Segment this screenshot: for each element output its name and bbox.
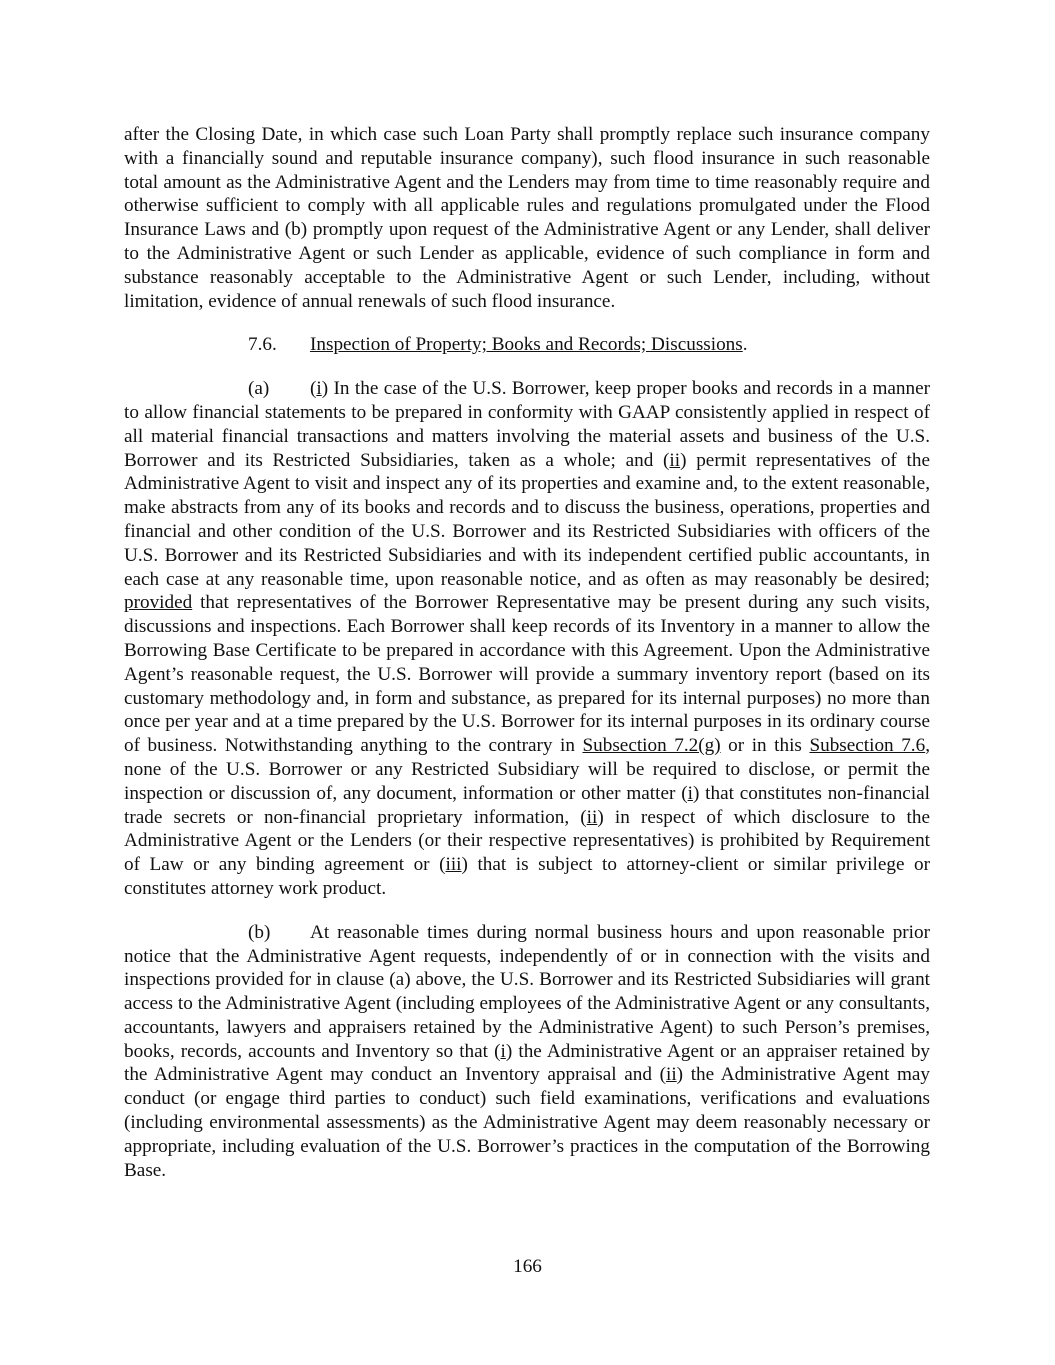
document-page: [124, 123, 930, 1182]
paragraph-a-text-8: ) that is subject to attorney-client or similar privilege or constitutes attorney work product.: [124, 854, 931, 899]
clause-ref-ii: ii: [669, 449, 681, 471]
clause-ref-i-2: i: [687, 782, 693, 804]
paragraph-b-text-2: ) the Administrative Agent or an appraiser retained by the Administrative Agent may conduct an Inventory appraisal and (: [124, 1040, 931, 1086]
paragraph-b: [124, 921, 930, 1183]
paragraph-b-label: (b): [248, 921, 271, 943]
paragraph-a-text-3: that representatives of the Borrower Representative may be present during any such visits, discussions and inspections. Each Borrower shall keep records of its Inventory in a manner to allow the Borrowing Base Certificate to be prepared in accordance with this Agreement. Upon the Administrative Agent’s reasonable request, the U.S. Borrower will provide a summary inventory report (based on its customary methodology and, in form and substance, as prepared for its internal purposes) no more than once per year and at a time prepared by the U.S. Borrower for its internal purposes in its ordinary course of business. Notwithstanding anything to the contrary in: [124, 592, 930, 757]
section-title-period: .: [742, 334, 748, 356]
subsection-ref-7-6: Subsection 7.6: [809, 735, 926, 757]
paragraph-a-text-5: , none of the U.S. Borrower or any Restricted Subsidiary will be required to disclose, or permit the inspection or discussion of, any document, information or other matter (: [124, 735, 930, 804]
paragraph-continuation: after the Closing Date, in which case such Loan Party shall promptly replace such insurance company with a financially sound and reputable insurance company), such flood insurance in such reasonable total amount as the Administrative Agent and the Lenders may from time to time reasonably require and otherwise sufficient to comply with all applicable rules and regulations promulgated under the Flood Insurance Laws and (b) promptly upon request of the Administrative Agent or any Lender, shall deliver to the Administrative Agent or such Lender as applicable, evidence of such compliance in form and substance reasonably acceptable to the Administrative Agent or such Lender, including, without limitation, evidence of annual renewals of such flood insurance.: [124, 124, 930, 312]
paragraph-a: (a) (i) In the case of the U.S. Borrower, keep proper books and records in a manner to allow financial statements to be prepared in conformity with GAAP consistently applied in respect of all material financial transactions and matters involving the material assets and business of the U.S. Borrower and its Restricted Subsidiaries, taken as a whole; and (ii) permit representatives of the Administrative Agent to visit and inspect any of its properties and examine and, to the extent reasonable, make abstracts from any of its books and records and to discuss the business, operations, properties and financial and other condition of the U.S. Borrower and its Restricted Subsidiaries with officers of the U.S. Borrower and its Restricted Subsidiaries and with its independent certified public accountants, in each case at any reasonable time, upon reasonable notice, and as often as may reasonably be desired; provided that representatives of the Borrower Representative may be present during any such visits, discussions and inspections. Each Borrower shall keep records of its Inventory in a manner to allow the Borrowing Base Certificate to be prepared in accordance with this Agreement. Upon the Administrative Agent’s reasonable request, the U.S. Borrower will provide a summary inventory report (based on its customary methodology and, in form and substance, as prepared for its internal purposes) no more than once per year and at a time prepared by the U.S. Borrower for its internal purposes in its ordinary course of business. Notwithstanding anything to the contrary in Subsection 7.2(g) or in this Subsection 7.6, none of the U.S. Borrower or any Restricted Subsidiary will be required to disclose, or permit the inspection or discussion of, any document, information or other matter (i) that constitutes non-financial trade secrets or non-financial proprietary information, (ii) in respect of which disclosure to the Administrative Agent or the Lenders (or their respective representatives) is prohibited by Requirement of Law or any binding agreement or (iii) that is subject to attorney-client or similar privilege or constitutes attorney work product.: [124, 378, 931, 899]
clause-ref-i: i: [316, 378, 322, 400]
paragraph-a-label: (a): [248, 378, 270, 400]
section-heading: [124, 333, 930, 357]
clause-ref-b-ii: ii: [665, 1064, 677, 1086]
page-number: 166: [513, 1256, 542, 1277]
clause-ref-b-i: i: [500, 1040, 506, 1062]
paragraph-a-text-7: ) in respect of which disclosure to the Administrative Agent or the Lenders (or their respective representatives) is prohibited by Requirement of Law or any binding agreement or (: [124, 806, 930, 876]
paragraph-a-text-4: or in this: [720, 735, 810, 757]
subsection-ref-7-2g: Subsection 7.2(g): [582, 735, 721, 757]
paragraph-a-text-6: ) that constitutes non-financial trade secrets or non-financial proprietary information, (: [124, 782, 930, 828]
paragraph-a-text-1: In the case of the U.S. Borrower, keep proper books and records in a manner to allow financial statements to be prepared in conformity with GAAP consistently applied in respect of all material financial transactions and matters involving the material assets and business of the U.S. Borrower and its Restricted Subsidiaries, taken as a whole; and (: [124, 378, 931, 471]
provided-term: provided: [124, 592, 193, 614]
paragraph-b-text-1: At reasonable times during normal business hours and upon reasonable prior notice that the Administrative Agent requests, independently of or in connection with the visits and inspections provided for in clause (a) above, the U.S. Borrower and its Restricted Subsidiaries will grant access to the Administrative Agent (including employees of the Administrative Agent or any consultants, accountants, lawyers and appraisers retained by the Administrative Agent) to such Person’s premises, books, records, accounts and Inventory so that (: [124, 921, 930, 1062]
clause-ref-ii-2: ii: [586, 806, 598, 828]
paragraph-a-text-2: ) permit representatives of the Administrative Agent to visit and inspect any of its properties and examine and, to the extent reasonable, make abstracts from any of its books and records and to discuss the business, operations, properties and financial and other condition of the U.S. Borrower and its Restricted Subsidiaries with officers of the U.S. Borrower and its Restricted Subsidiaries and with its independent certified public accountants, in each case at any reasonable time, upon reasonable notice, and as often as may reasonably be desired;: [124, 449, 930, 590]
paragraph-b-text-3: ) the Administrative Agent may conduct (or engage third parties to conduct) such field examinations, verifications and evaluations (including environmental assessments) as the Administrative Agent may deem reasonably necessary or appropriate, including evaluation of the U.S. Borrower’s practices in the computation of the Borrowing Base.: [124, 1064, 930, 1181]
section-number: 7.6.: [248, 334, 277, 356]
clause-ref-iii: iii: [445, 854, 462, 876]
section-title: Inspection of Property; Books and Records; Discussions: [310, 334, 743, 356]
